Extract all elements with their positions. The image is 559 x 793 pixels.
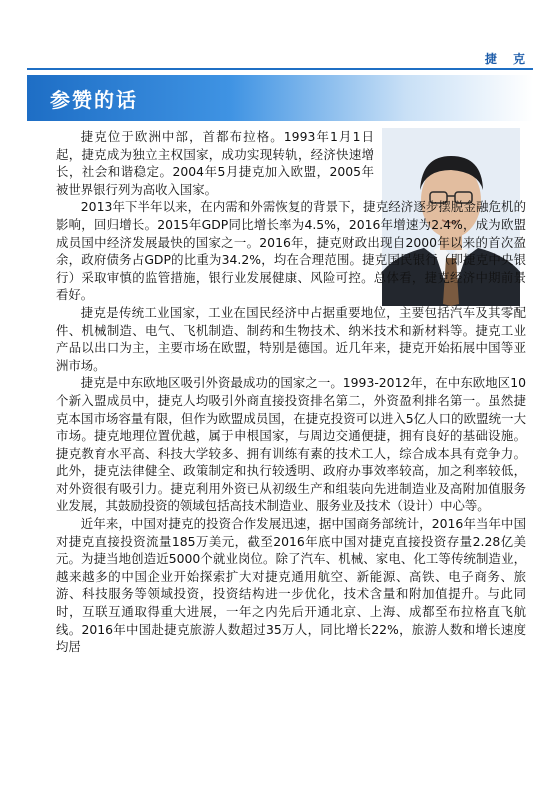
paragraph-industry: 捷克是传统工业国家，工业在国民经济中占据重要地位，主要包括汽车及其零配件、机械制造、电气、飞机制造、制药和生物技术、纳米技术和新材料等。捷克工业产品以出口为主，主要市场在欧盟，特别是德国。近几年来，捷克开始拓展中国等亚洲市场。	[56, 304, 526, 373]
paragraph-economy: 2013年下半年以来，在内需和外需恢复的背景下，捷克经济逐步摆脱金融危机的影响，回归增长。2015年GDP同比增长率为4.5%，2016年增速为2.4%，成为欧盟成员国中经济发展最快的国家之一。2016年，捷克财政出现自2000年以来的首次盈余，政府债务占GDP的比重为34.2%，均在合理范围。捷克国民银行（即捷克中央银行）采取审慎的监管措施，银行业发展健康、风险可控。总体看，捷克经济中期前景看好。	[56, 199, 526, 303]
header-divider	[27, 68, 533, 70]
paragraph-china-cooperation: 近年来，中国对捷克的投资合作发展迅速，据中国商务部统计，2016年当年中国对捷克直接投资流量185万美元，截至2016年底中国对捷克直接投资存量2.28亿美元。为捷当地创造近5000个就业岗位。除了汽车、机械、家电、化工等传统制造业，越来越多的中国企业开始探索扩大对捷克通用航空、新能源、高铁、电子商务、旅游、科技服务等领域投资，投资结构进一步优化，技术含量和附加值提升。与此同时，互联互通取得重大进展，一年之内先后开通北京、上海、成都至布拉格直飞航线。2016年中国赴捷克旅游人数超过35万人，同比增长22%，旅游人数和增长速度均居	[56, 516, 526, 655]
paragraph-investment-climate: 捷克是中东欧地区吸引外资最成功的国家之一。1993-2012年，在中东欧地区10个新入盟成员中，捷克人均吸引外商直接投资排名第二，外资盈利排名第一。虽然捷克本国市场容量有限，但作为欧盟成员国，在捷克投资可以进入5亿人口的欧盟统一大市场。捷克地理位置优越，属于申根国家，与周边交通便捷，拥有良好的基础设施。捷克教育水平高、科技大学较多、拥有训练有素的技术工人，综合成本具有竞争力。此外，捷克法律健全、政策制定和执行较透明、政府办事效率较高，加之利率较低，对外资很有吸引力。捷克利用外资已从初级生产和组装向先进制造业及高附加值服务业发展，其鼓励投资的领域包括高技术制造业、服务业及技术（设计）中心等。	[56, 375, 526, 514]
chapter-country-label: 捷 克	[484, 52, 531, 66]
section-title: 参赞的话	[50, 88, 138, 112]
paragraph-intro: 捷克位于欧洲中部，首都布拉格。1993年1月1日起，捷克成为独立主权国家，成功实现转轨，经济快速增长，社会和谐稳定。2004年5月捷克加入欧盟，2005年被世界银行列为高收入国家。	[56, 129, 374, 197]
article-body	[56, 128, 526, 656]
